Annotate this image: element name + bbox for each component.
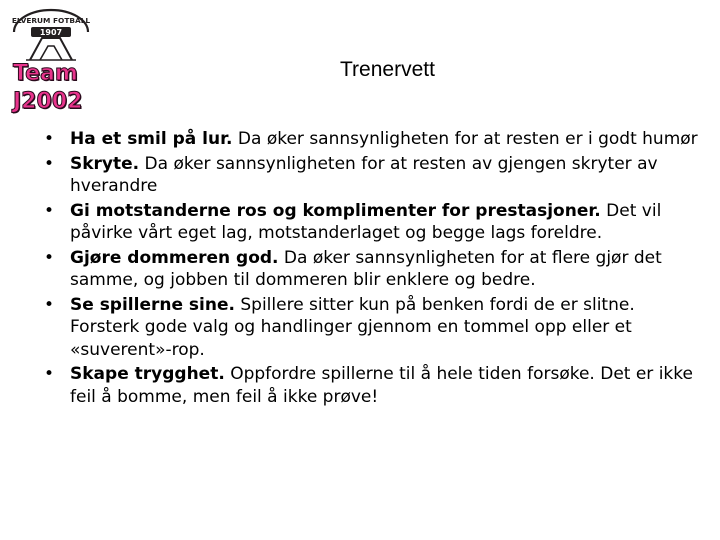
tip-text: Spillere sitter kun på benken fordi de er slitne. Forsterk gode valg og handlinger gjennom en tommel opp eller et «suverent»-rop. <box>70 294 635 360</box>
page-title: Trenervett <box>340 58 435 81</box>
tip-text: Oppfordre spillerne til å hele tiden forsøke. Det er ikke feil å bomme, men feil å ikke prøve! <box>70 364 693 407</box>
bullet-icon: • <box>44 294 55 315</box>
tip-text: Da øker sannsynligheten for at resten er i godt humør <box>232 129 698 149</box>
bullet-icon: • <box>44 247 55 268</box>
list-item <box>44 200 706 245</box>
tip-text: Da øker sannsynligheten for at flere gjør det samme, og jobben til dommeren blir enklere og bedre. <box>70 247 662 290</box>
team-label-line1: Team <box>13 61 78 86</box>
tip-text: Da øker sannsynligheten for at resten av gjengen skryter av hverandre <box>70 153 658 196</box>
team-label <box>13 60 82 116</box>
tip-heading: Skryte. <box>70 153 140 174</box>
tip-heading: Gi motstanderne ros og komplimenter for prestasjoner. <box>70 200 601 221</box>
logo-club-name: ELVERUM FOTBALL <box>11 16 91 25</box>
bullet-icon: • <box>44 129 55 149</box>
bullet-icon: • <box>44 364 55 384</box>
tip-heading: Se spillerne sine. <box>70 294 235 315</box>
tips-list <box>44 128 706 410</box>
club-logo <box>8 8 94 64</box>
tip-text: Det vil påvirke vårt eget lag, motstanderlaget og begge lags foreldre. <box>70 200 662 243</box>
team-label-line2: J2002 <box>13 89 83 114</box>
list-item <box>44 247 706 292</box>
logo-year: 1907 <box>39 28 63 37</box>
list-item <box>44 363 706 408</box>
bullet-icon: • <box>44 153 55 174</box>
list-item <box>44 128 706 151</box>
bullet-icon: • <box>44 200 55 221</box>
club-crest-icon <box>8 8 94 64</box>
tip-heading: Gjøre dommeren god. <box>70 247 279 268</box>
tip-heading: Ha et smil på lur. <box>70 129 233 149</box>
tip-heading: Skape trygghet. <box>70 364 225 384</box>
list-item <box>44 153 706 198</box>
list-item <box>44 294 706 362</box>
